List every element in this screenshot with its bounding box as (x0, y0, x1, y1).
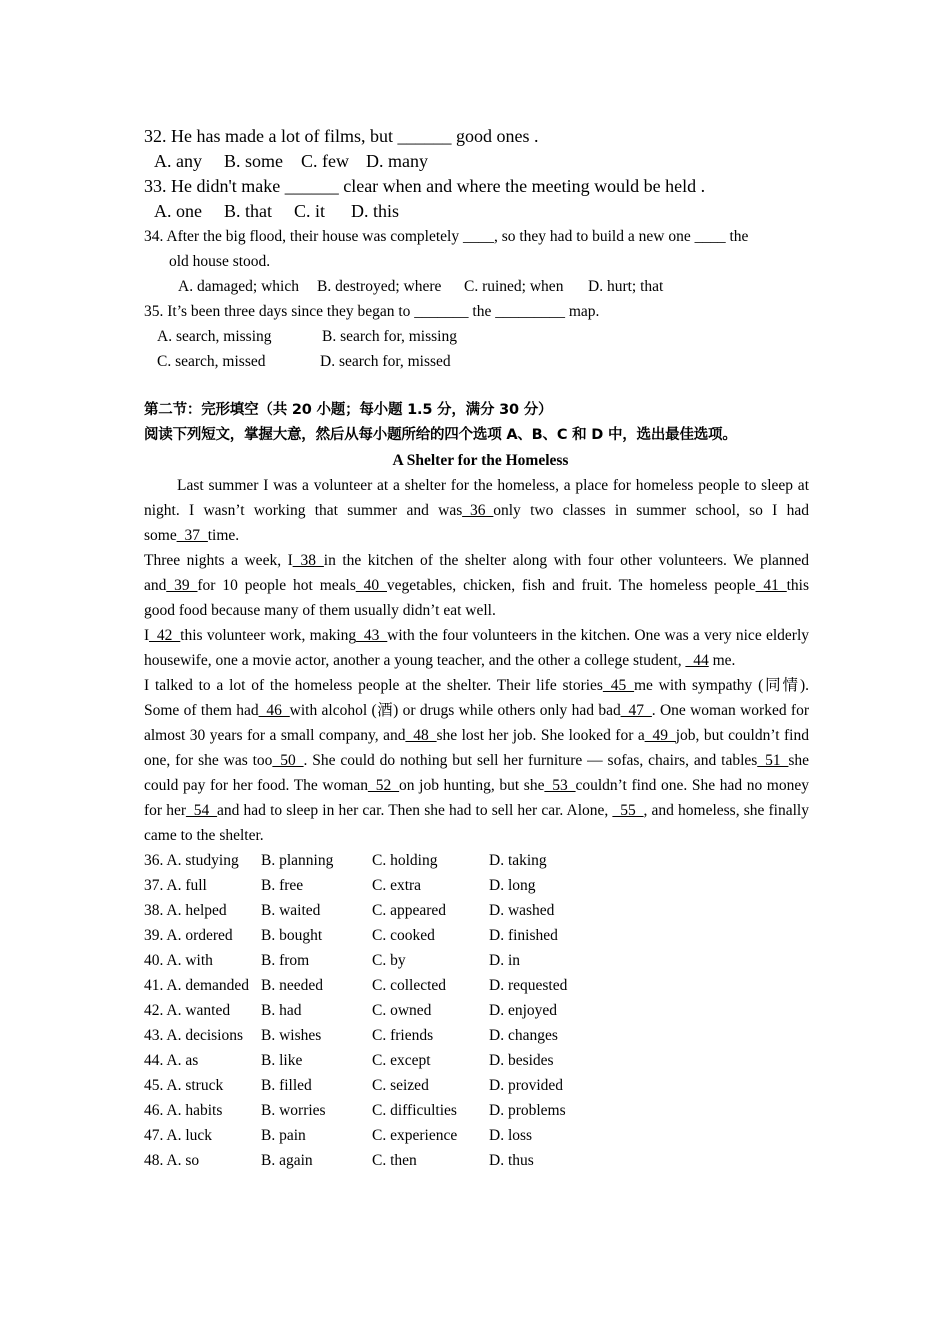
blank-50: _50_ (272, 752, 304, 769)
exam-page (144, 124, 809, 1173)
question-33-stem: 33. He didn't make ______ clear when and where the meeting would be held . (144, 176, 706, 196)
choice-d: D. in (489, 952, 520, 969)
option-c: C. it (294, 201, 326, 221)
blank-42: _42_ (149, 627, 181, 644)
choice-question: 46. A. habits (144, 1102, 223, 1119)
question-32-stem: 32. He has made a lot of films, but ______ good ones . (144, 126, 539, 146)
question-34-stem-cont: old house stood. (169, 253, 271, 270)
question-35-stem: 35. It’s been three days since they began to _______ the _________ map. (144, 303, 600, 320)
choice-b: B. bought (261, 927, 323, 944)
passage-paragraph-3: I_42_this volunteer work, making_43_with the four volunteers in the kitchen. One was a very nice elderly housewife, one a movie actor, another a young teacher, and the other a college student, _44 me. (144, 627, 810, 669)
choice-d: D. enjoyed (489, 1002, 558, 1019)
choice-c: C. owned (372, 1002, 432, 1019)
choice-b: B. wishes (261, 1027, 322, 1044)
choice-c: C. appeared (372, 902, 447, 919)
choice-d: D. long (489, 877, 536, 894)
blank-43: _43_ (356, 627, 388, 644)
choice-d: D. thus (489, 1152, 534, 1169)
blank-44: _44 (685, 652, 709, 669)
blank-45: _45_ (602, 677, 634, 694)
choice-question: 47. A. luck (144, 1127, 213, 1144)
question-35-options-row1 (144, 324, 809, 349)
choice-question: 44. A. as (144, 1052, 199, 1069)
choice-row (144, 948, 809, 973)
choice-row (144, 1123, 809, 1148)
choice-question: 43. A. decisions (144, 1027, 244, 1044)
option-a: A. search, missing (157, 328, 272, 345)
choice-d: D. provided (489, 1077, 564, 1094)
choice-b: B. had (261, 1002, 302, 1019)
blank-51: _51_ (757, 752, 789, 769)
choice-d: D. besides (489, 1052, 554, 1069)
blank-54: _54_ (186, 802, 218, 819)
option-d: D. many (366, 151, 428, 171)
option-d: D. hurt; that (588, 278, 664, 295)
passage-title: A Shelter for the Homeless (392, 452, 569, 469)
option-d: D. this (351, 201, 400, 221)
choice-c: C. friends (372, 1027, 434, 1044)
blank-48: _48_ (405, 727, 437, 744)
choice-b: B. planning (261, 852, 334, 869)
choice-c: C. seized (372, 1077, 429, 1094)
blank-38: _38_ (292, 552, 324, 569)
answer-choices-list (144, 848, 809, 1173)
choice-b: B. needed (261, 977, 323, 994)
choice-b: B. again (261, 1152, 313, 1169)
blank-53: _53_ (544, 777, 576, 794)
blank-37: _37_ (176, 527, 208, 544)
choice-row (144, 1148, 809, 1173)
option-b: B. destroyed; where (317, 278, 442, 295)
choice-question: 40. A. with (144, 952, 213, 969)
choice-d: D. washed (489, 902, 555, 919)
choice-question: 42. A. wanted (144, 1002, 231, 1019)
choice-c: C. experience (372, 1127, 458, 1144)
choice-question: 48. A. so (144, 1152, 200, 1169)
choice-c: C. except (372, 1052, 431, 1069)
blank-40: _40_ (355, 577, 387, 594)
option-b: B. that (224, 201, 272, 221)
blank-41: _41_ (755, 577, 787, 594)
choice-row (144, 898, 809, 923)
choice-d: D. changes (489, 1027, 558, 1044)
choice-b: B. filled (261, 1077, 312, 1094)
choice-b: B. pain (261, 1127, 306, 1144)
choice-d: D. requested (489, 977, 568, 994)
blank-49: _49_ (644, 727, 676, 744)
choice-c: C. then (372, 1152, 417, 1169)
choice-b: B. free (261, 877, 304, 894)
choice-b: B. waited (261, 902, 321, 919)
choice-b: B. like (261, 1052, 303, 1069)
choice-c: C. collected (372, 977, 447, 994)
choice-row (144, 873, 809, 898)
passage-paragraph-1: Last summer I was a volunteer at a shelter for the homeless, a place for homeless people to sleep at night. I wasn’t working that summer and was_36_only two classes in summer school, so I had some_37_time. (144, 477, 809, 544)
option-a: A. one (154, 201, 202, 221)
choice-row (144, 1073, 809, 1098)
question-35-options-row2 (144, 349, 809, 374)
option-c: C. few (301, 151, 349, 171)
choice-row (144, 923, 809, 948)
question-32-options (144, 149, 809, 174)
choice-d: D. problems (489, 1102, 566, 1119)
section-instruction: 阅读下列短文，掌握大意，然后从每小题所给的四个选项 A、B、C 和 D 中，选出最佳选项。 (144, 427, 737, 443)
option-d: D. search for, missed (320, 353, 451, 370)
choice-question: 45. A. struck (144, 1077, 224, 1094)
blank-47: _47_ (620, 702, 652, 719)
section-heading: 第二节：完形填空（共 20 小题；每小题 1.5 分，满分 30 分） (144, 402, 553, 418)
choice-c: C. extra (372, 877, 422, 894)
choice-c: C. difficulties (372, 1102, 457, 1119)
choice-row (144, 973, 809, 998)
choice-d: D. taking (489, 852, 547, 869)
choice-row (144, 1048, 809, 1073)
option-b: B. search for, missing (322, 328, 457, 345)
blank-36: _36_ (462, 502, 494, 519)
choice-question: 36. A. studying (144, 852, 239, 869)
question-33-options (144, 199, 809, 224)
passage-paragraph-4: I talked to a lot of the homeless people at the shelter. Their life stories_45_me with sympathy (同情). Some of them had_46_with alcohol (酒) or drugs while others only had bad_47_. One woman worked for almost 30 years for a small company, and_48_she lost her job. She looked for a_49_job, but couldn’t find one, for she was too_50_. She could do nothing but sell her furniture — sofas, chairs, and tables_51_she could pay for her food. The woman_52_on job hunting, but she_53_couldn’t find one. She had no money for her_54_and had to sleep in her car. Then she had to sell her car. Alone, _55_, and homeless, she finally came to the shelter. (144, 677, 810, 844)
passage-paragraph-2: Three nights a week, I_38_in the kitchen of the shelter along with four other volunteers. We planned and_39_for 10 people hot meals_40_vegetables, chicken, fish and fruit. The homeless people_41_this good food because many of them usually didn’t eat well. (144, 552, 810, 619)
choice-d: D. finished (489, 927, 558, 944)
choice-question: 38. A. helped (144, 902, 227, 919)
choice-row (144, 1023, 809, 1048)
blank-52: _52_ (368, 777, 400, 794)
option-b: B. some (224, 151, 284, 171)
option-c: C. ruined; when (464, 278, 564, 295)
choice-b: B. worries (261, 1102, 326, 1119)
choice-c: C. cooked (372, 927, 435, 944)
option-a: A. any (154, 151, 202, 171)
choice-row (144, 1098, 809, 1123)
choice-question: 39. A. ordered (144, 927, 233, 944)
choice-c: C. by (372, 952, 406, 969)
blank-46: _46_ (258, 702, 290, 719)
blank-39: _39_ (166, 577, 198, 594)
choice-row (144, 998, 809, 1023)
choice-row (144, 848, 809, 873)
blank-55: _55_ (612, 802, 644, 819)
question-34-options (144, 274, 809, 299)
choice-question: 37. A. full (144, 877, 207, 894)
choice-d: D. loss (489, 1127, 533, 1144)
option-a: A. damaged; which (178, 278, 299, 295)
choice-question: 41. A. demanded (144, 977, 250, 994)
choice-c: C. holding (372, 852, 438, 869)
option-c: C. search, missed (157, 353, 266, 370)
choice-b: B. from (261, 952, 310, 969)
question-34-stem: 34. After the big flood, their house was completely ____, so they had to build a new one ____ the (144, 228, 749, 245)
